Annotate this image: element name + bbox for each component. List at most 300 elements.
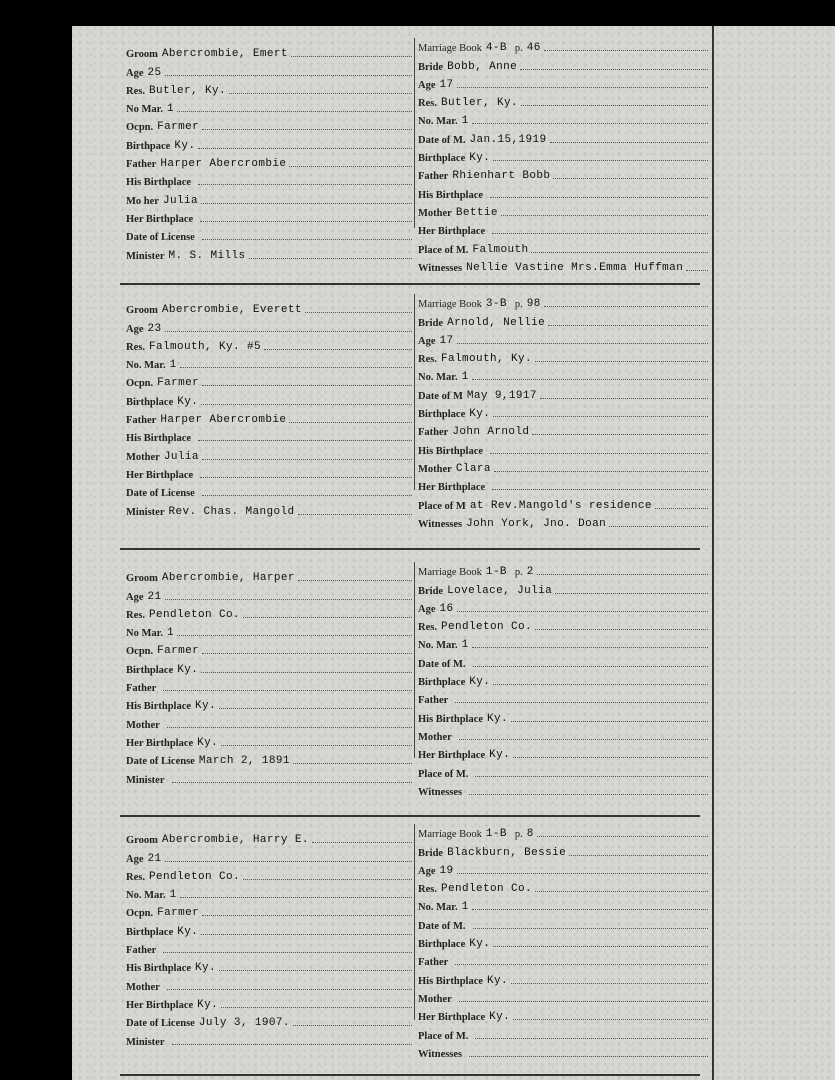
field-value: 17 xyxy=(439,334,454,347)
field-value: 17 xyxy=(439,78,454,91)
field-label: Groom xyxy=(126,305,158,317)
field-value: Ky. xyxy=(197,736,219,749)
field-row xyxy=(418,109,708,127)
field-label: Birthplace xyxy=(418,153,466,165)
field-label: Res. xyxy=(126,609,145,621)
groom-column xyxy=(126,566,412,786)
field-value: Pendleton Co. xyxy=(440,621,532,634)
field-label: Mother xyxy=(418,463,452,475)
dotted-line xyxy=(655,508,708,509)
dotted-line xyxy=(532,434,708,435)
dotted-line xyxy=(569,855,708,856)
book-label: Marriage Book xyxy=(418,567,482,579)
dotted-line xyxy=(472,909,708,910)
column-divider xyxy=(414,562,415,758)
field-label: Mother xyxy=(418,207,452,219)
field-row xyxy=(126,408,412,426)
book-value: 1-B xyxy=(485,828,507,841)
field-value: Julia xyxy=(162,194,198,207)
field-label: Res. xyxy=(418,98,437,110)
field-label: Age xyxy=(126,67,144,79)
field-label: Res. xyxy=(126,871,145,883)
field-row xyxy=(126,353,412,371)
field-value: 23 xyxy=(147,322,162,335)
field-row xyxy=(418,688,708,706)
bride-column xyxy=(418,292,708,530)
page-value: 46 xyxy=(526,42,541,55)
field-label: Birthplace xyxy=(418,939,466,951)
field-label: Mother xyxy=(126,719,160,731)
field-row xyxy=(418,438,708,456)
field-label: Her Birthplace xyxy=(418,482,486,494)
field-value: Lovelace, Julia xyxy=(447,584,553,597)
dotted-line xyxy=(201,404,412,405)
field-label: Birthplace xyxy=(126,664,174,676)
dotted-line xyxy=(201,672,412,673)
field-row xyxy=(418,475,708,493)
dotted-line xyxy=(202,129,412,130)
field-value: 1 xyxy=(166,627,174,640)
record-separator xyxy=(120,1074,700,1076)
dotted-line xyxy=(293,1025,412,1026)
field-value: Bobb, Anne xyxy=(447,60,518,73)
field-label: His Birthplace xyxy=(126,177,192,189)
field-label: His Birthplace xyxy=(418,975,484,987)
field-value: 1 xyxy=(169,359,177,372)
record-separator xyxy=(120,815,700,817)
dotted-line xyxy=(472,123,708,124)
field-row xyxy=(418,633,708,651)
dotted-line xyxy=(177,635,412,636)
scan-border-left xyxy=(0,0,72,1080)
field-value: Ky. xyxy=(469,408,491,421)
field-row xyxy=(418,73,708,91)
dotted-line xyxy=(249,258,412,259)
dotted-line xyxy=(305,312,412,313)
field-value: Blackburn, Bessie xyxy=(447,846,567,859)
field-row xyxy=(418,932,708,950)
field-row xyxy=(126,974,412,992)
dotted-line xyxy=(202,653,412,654)
field-value: Ky. xyxy=(177,395,199,408)
field-label: Place of M xyxy=(418,500,466,512)
field-row xyxy=(418,54,708,72)
field-value: Ky. xyxy=(469,938,491,951)
dotted-line xyxy=(298,580,412,581)
dotted-line xyxy=(229,93,412,94)
field-value: 19 xyxy=(439,864,454,877)
field-row xyxy=(418,950,708,968)
field-value: Ky. xyxy=(469,152,491,165)
field-row xyxy=(126,316,412,334)
field-row xyxy=(126,389,412,407)
dotted-line xyxy=(469,794,708,795)
dotted-line xyxy=(291,56,412,57)
dotted-line xyxy=(298,514,412,515)
page-value: 8 xyxy=(526,828,534,841)
field-label: Father xyxy=(418,427,449,439)
dotted-line xyxy=(550,142,708,143)
field-value: Abercrombie, Harry E. xyxy=(161,834,309,847)
field-row xyxy=(126,207,412,225)
field-label: No Mar. xyxy=(126,104,163,116)
dotted-line xyxy=(492,233,708,234)
dotted-line xyxy=(167,989,412,990)
field-label: Father xyxy=(126,683,157,695)
dotted-line xyxy=(172,782,413,783)
field-value: Abercrombie, Emert xyxy=(161,48,288,61)
groom-column xyxy=(126,828,412,1048)
dotted-line xyxy=(457,343,708,344)
groom-column xyxy=(126,298,412,518)
field-row xyxy=(126,188,412,206)
groom-column xyxy=(126,42,412,262)
dotted-line xyxy=(493,416,708,417)
field-row xyxy=(418,420,708,438)
dotted-line xyxy=(494,471,708,472)
field-row xyxy=(126,1029,412,1047)
dotted-line xyxy=(521,105,708,106)
field-row xyxy=(126,621,412,639)
field-row xyxy=(126,584,412,602)
marriage-book-row xyxy=(418,292,708,310)
field-row xyxy=(126,79,412,97)
margin-line xyxy=(712,26,714,1080)
field-row xyxy=(126,993,412,1011)
field-row xyxy=(126,901,412,919)
field-row xyxy=(418,402,708,420)
field-row xyxy=(418,219,708,237)
dotted-line xyxy=(202,239,412,240)
field-value: Arnold, Nellie xyxy=(447,316,546,329)
marriage-record xyxy=(120,294,700,530)
dotted-line xyxy=(520,69,708,70)
dotted-line xyxy=(459,1001,708,1002)
field-value: Ky. xyxy=(195,700,217,713)
field-row xyxy=(418,164,708,182)
field-label: Minister xyxy=(126,250,165,262)
dotted-line xyxy=(531,252,708,253)
field-row xyxy=(418,877,708,895)
field-label: Her Birthplace xyxy=(126,999,194,1011)
field-value: Nellie Vastine Mrs.Emma Huffman xyxy=(466,261,684,274)
field-value: Ky. xyxy=(487,712,509,725)
field-label: Witnesses xyxy=(418,786,463,798)
dotted-line xyxy=(475,1038,708,1039)
dotted-line xyxy=(202,385,412,386)
marriage-record xyxy=(120,38,700,274)
record-separator xyxy=(120,548,700,550)
field-label: Father xyxy=(126,945,157,957)
dotted-line xyxy=(475,776,708,777)
field-label: Res. xyxy=(418,622,437,634)
field-label: Age xyxy=(126,323,144,335)
field-label: No Mar. xyxy=(126,628,163,640)
scan-border-top xyxy=(0,0,835,26)
field-row xyxy=(126,225,412,243)
field-label: Her Birthplace xyxy=(418,750,486,762)
field-row xyxy=(126,657,412,675)
dotted-line xyxy=(540,398,708,399)
field-row xyxy=(418,651,708,669)
dotted-line xyxy=(469,1056,708,1057)
field-label: Birthplace xyxy=(418,677,466,689)
field-row xyxy=(126,371,412,389)
field-value: Jan.15,1919 xyxy=(469,133,547,146)
field-value: Ky. xyxy=(197,998,219,1011)
marriage-book-row xyxy=(418,36,708,54)
field-value: John York, Jno. Doan xyxy=(466,517,607,530)
book-value: 3-B xyxy=(485,298,507,311)
field-row xyxy=(126,152,412,170)
dotted-line xyxy=(180,367,412,368)
field-label: His Birthplace xyxy=(126,963,192,975)
field-label: Mother xyxy=(418,731,452,743)
field-row xyxy=(418,512,708,530)
field-value: 1 xyxy=(169,889,177,902)
dotted-line xyxy=(473,928,708,929)
field-row xyxy=(126,60,412,78)
dotted-line xyxy=(457,611,708,612)
field-label: Groom xyxy=(126,573,158,585)
field-label: Res. xyxy=(126,85,145,97)
bride-column xyxy=(418,36,708,274)
dotted-line xyxy=(535,629,708,630)
dotted-line xyxy=(544,50,708,51)
field-value: Bettie xyxy=(455,206,498,219)
dotted-line xyxy=(264,349,412,350)
dotted-line xyxy=(555,593,708,594)
dotted-line xyxy=(553,178,708,179)
field-row xyxy=(126,694,412,712)
field-row xyxy=(418,913,708,931)
marriage-book-row xyxy=(418,822,708,840)
field-row xyxy=(126,712,412,730)
field-row xyxy=(126,639,412,657)
field-row xyxy=(418,597,708,615)
field-label: Date of License xyxy=(126,756,195,768)
dotted-line xyxy=(293,763,412,764)
field-row xyxy=(126,676,412,694)
field-label: Date of License xyxy=(126,488,195,500)
field-label: Bride xyxy=(418,847,444,859)
dotted-line xyxy=(243,617,412,618)
field-row xyxy=(126,883,412,901)
field-row xyxy=(126,956,412,974)
field-row xyxy=(418,780,708,798)
page-label: p. xyxy=(514,43,523,55)
field-value: Ky. xyxy=(174,139,196,152)
field-label: Mother xyxy=(126,981,160,993)
field-value: Rev. Chas. Mangold xyxy=(168,505,295,518)
field-value: Pendleton Co. xyxy=(148,608,240,621)
field-row xyxy=(126,566,412,584)
column-divider xyxy=(414,38,415,228)
field-label: Age xyxy=(126,853,144,865)
field-value: Ky. xyxy=(195,962,217,975)
page-value: 98 xyxy=(526,298,541,311)
field-label: Her Birthplace xyxy=(126,737,194,749)
field-row xyxy=(126,42,412,60)
field-label: Date of M. xyxy=(418,920,466,932)
field-row xyxy=(418,1023,708,1041)
field-label: Mother xyxy=(418,993,452,1005)
dotted-line xyxy=(473,666,708,667)
field-value: Farmer xyxy=(157,121,200,134)
field-label: Groom xyxy=(126,49,158,61)
field-label: Place of M. xyxy=(418,244,469,256)
field-label: Minister xyxy=(126,506,165,518)
field-row xyxy=(418,706,708,724)
field-row xyxy=(126,731,412,749)
dotted-line xyxy=(200,477,412,478)
field-value: March 2, 1891 xyxy=(198,755,290,768)
field-label: His Birthplace xyxy=(418,445,484,457)
field-value: Butler, Ky. xyxy=(440,97,518,110)
page-label: p. xyxy=(514,299,523,311)
dotted-line xyxy=(493,160,708,161)
field-value: July 3, 1907. xyxy=(198,1017,290,1030)
dotted-line xyxy=(501,215,708,216)
bride-column xyxy=(418,560,708,798)
field-value: Ky. xyxy=(177,925,199,938)
field-label: No. Mar. xyxy=(418,116,458,128)
field-value: 1 xyxy=(461,901,469,914)
field-label: Her Birthplace xyxy=(126,469,194,481)
field-label: Witnesses xyxy=(418,1048,463,1060)
dotted-line xyxy=(202,915,412,916)
dotted-line xyxy=(535,361,708,362)
dotted-line xyxy=(312,842,412,843)
field-label: His Birthplace xyxy=(418,189,484,201)
field-row xyxy=(418,1042,708,1060)
field-row xyxy=(418,365,708,383)
book-label: Marriage Book xyxy=(418,829,482,841)
dotted-line xyxy=(511,983,708,984)
dotted-line xyxy=(548,325,708,326)
field-value: Abercrombie, Harper xyxy=(161,572,295,585)
field-label: Father xyxy=(418,957,449,969)
field-row xyxy=(418,1005,708,1023)
field-label: Res. xyxy=(126,341,145,353)
field-label: Mother xyxy=(126,451,160,463)
field-label: Her Birthplace xyxy=(418,1012,486,1024)
field-value: Harper Abercrombie xyxy=(160,158,287,171)
field-row xyxy=(126,603,412,621)
field-label: Age xyxy=(126,591,144,603)
field-row xyxy=(126,463,412,481)
dotted-line xyxy=(513,757,708,758)
field-label: Minister xyxy=(126,774,165,786)
field-value: Ky. xyxy=(489,749,511,762)
field-row xyxy=(126,335,412,353)
dotted-line xyxy=(472,379,708,380)
field-label: Date of M xyxy=(418,390,463,402)
field-row xyxy=(126,481,412,499)
page-label: p. xyxy=(514,567,523,579)
dotted-line xyxy=(455,964,708,965)
dotted-line xyxy=(172,1044,413,1045)
field-row xyxy=(126,170,412,188)
field-label: Place of M. xyxy=(418,1030,469,1042)
field-row xyxy=(418,127,708,145)
field-value: 1 xyxy=(461,371,469,384)
field-label: No. Mar. xyxy=(126,890,166,902)
dotted-line xyxy=(221,1007,412,1008)
field-row xyxy=(418,859,708,877)
dotted-line xyxy=(221,745,412,746)
field-row xyxy=(126,298,412,316)
book-value: 4-B xyxy=(485,42,507,55)
field-row xyxy=(418,310,708,328)
marriage-book-row xyxy=(418,560,708,578)
field-row xyxy=(126,865,412,883)
dotted-line xyxy=(163,952,412,953)
field-row xyxy=(126,1011,412,1029)
dotted-line xyxy=(163,690,412,691)
field-row xyxy=(418,895,708,913)
dotted-line xyxy=(177,111,412,112)
field-row xyxy=(418,329,708,347)
field-row xyxy=(126,749,412,767)
field-row xyxy=(418,968,708,986)
page-value: 2 xyxy=(526,566,534,579)
field-label: Birthplace xyxy=(126,396,174,408)
dotted-line xyxy=(198,184,412,185)
dotted-line xyxy=(165,331,412,332)
dotted-line xyxy=(493,684,708,685)
field-value: Julia xyxy=(163,450,199,463)
field-row xyxy=(418,840,708,858)
field-label: Ocpn. xyxy=(126,646,154,658)
field-value: Ky. xyxy=(177,663,199,676)
field-value: Falmouth, Ky. xyxy=(440,353,532,366)
field-label: Father xyxy=(418,695,449,707)
field-row xyxy=(418,347,708,365)
field-row xyxy=(418,457,708,475)
dotted-line xyxy=(459,739,708,740)
field-value: M. S. Mills xyxy=(168,249,246,262)
field-value: 1 xyxy=(461,115,469,128)
field-row xyxy=(126,426,412,444)
dotted-line xyxy=(201,203,412,204)
field-row xyxy=(126,133,412,151)
field-value: Falmouth xyxy=(472,243,529,256)
book-label: Marriage Book xyxy=(418,43,482,55)
field-label: Father xyxy=(418,171,449,183)
field-value: 21 xyxy=(147,852,162,865)
dotted-line xyxy=(537,836,708,837)
dotted-line xyxy=(544,306,708,307)
field-row xyxy=(126,97,412,115)
book-label: Marriage Book xyxy=(418,299,482,311)
field-label: Bride xyxy=(418,61,444,73)
field-label: Birthplace xyxy=(418,409,466,421)
dotted-line xyxy=(200,221,412,222)
field-label: Birthplace xyxy=(126,926,174,938)
field-label: No. Mar. xyxy=(418,640,458,652)
field-row xyxy=(126,846,412,864)
field-value: Abercrombie, Everett xyxy=(161,304,302,317)
field-row xyxy=(418,182,708,200)
field-row xyxy=(418,146,708,164)
field-value: Pendleton Co. xyxy=(440,883,532,896)
field-label: His Birthplace xyxy=(418,713,484,725)
dotted-line xyxy=(219,970,412,971)
field-label: Ocpn. xyxy=(126,908,154,920)
field-label: Father xyxy=(126,415,157,427)
field-label: Her Birthplace xyxy=(126,213,194,225)
